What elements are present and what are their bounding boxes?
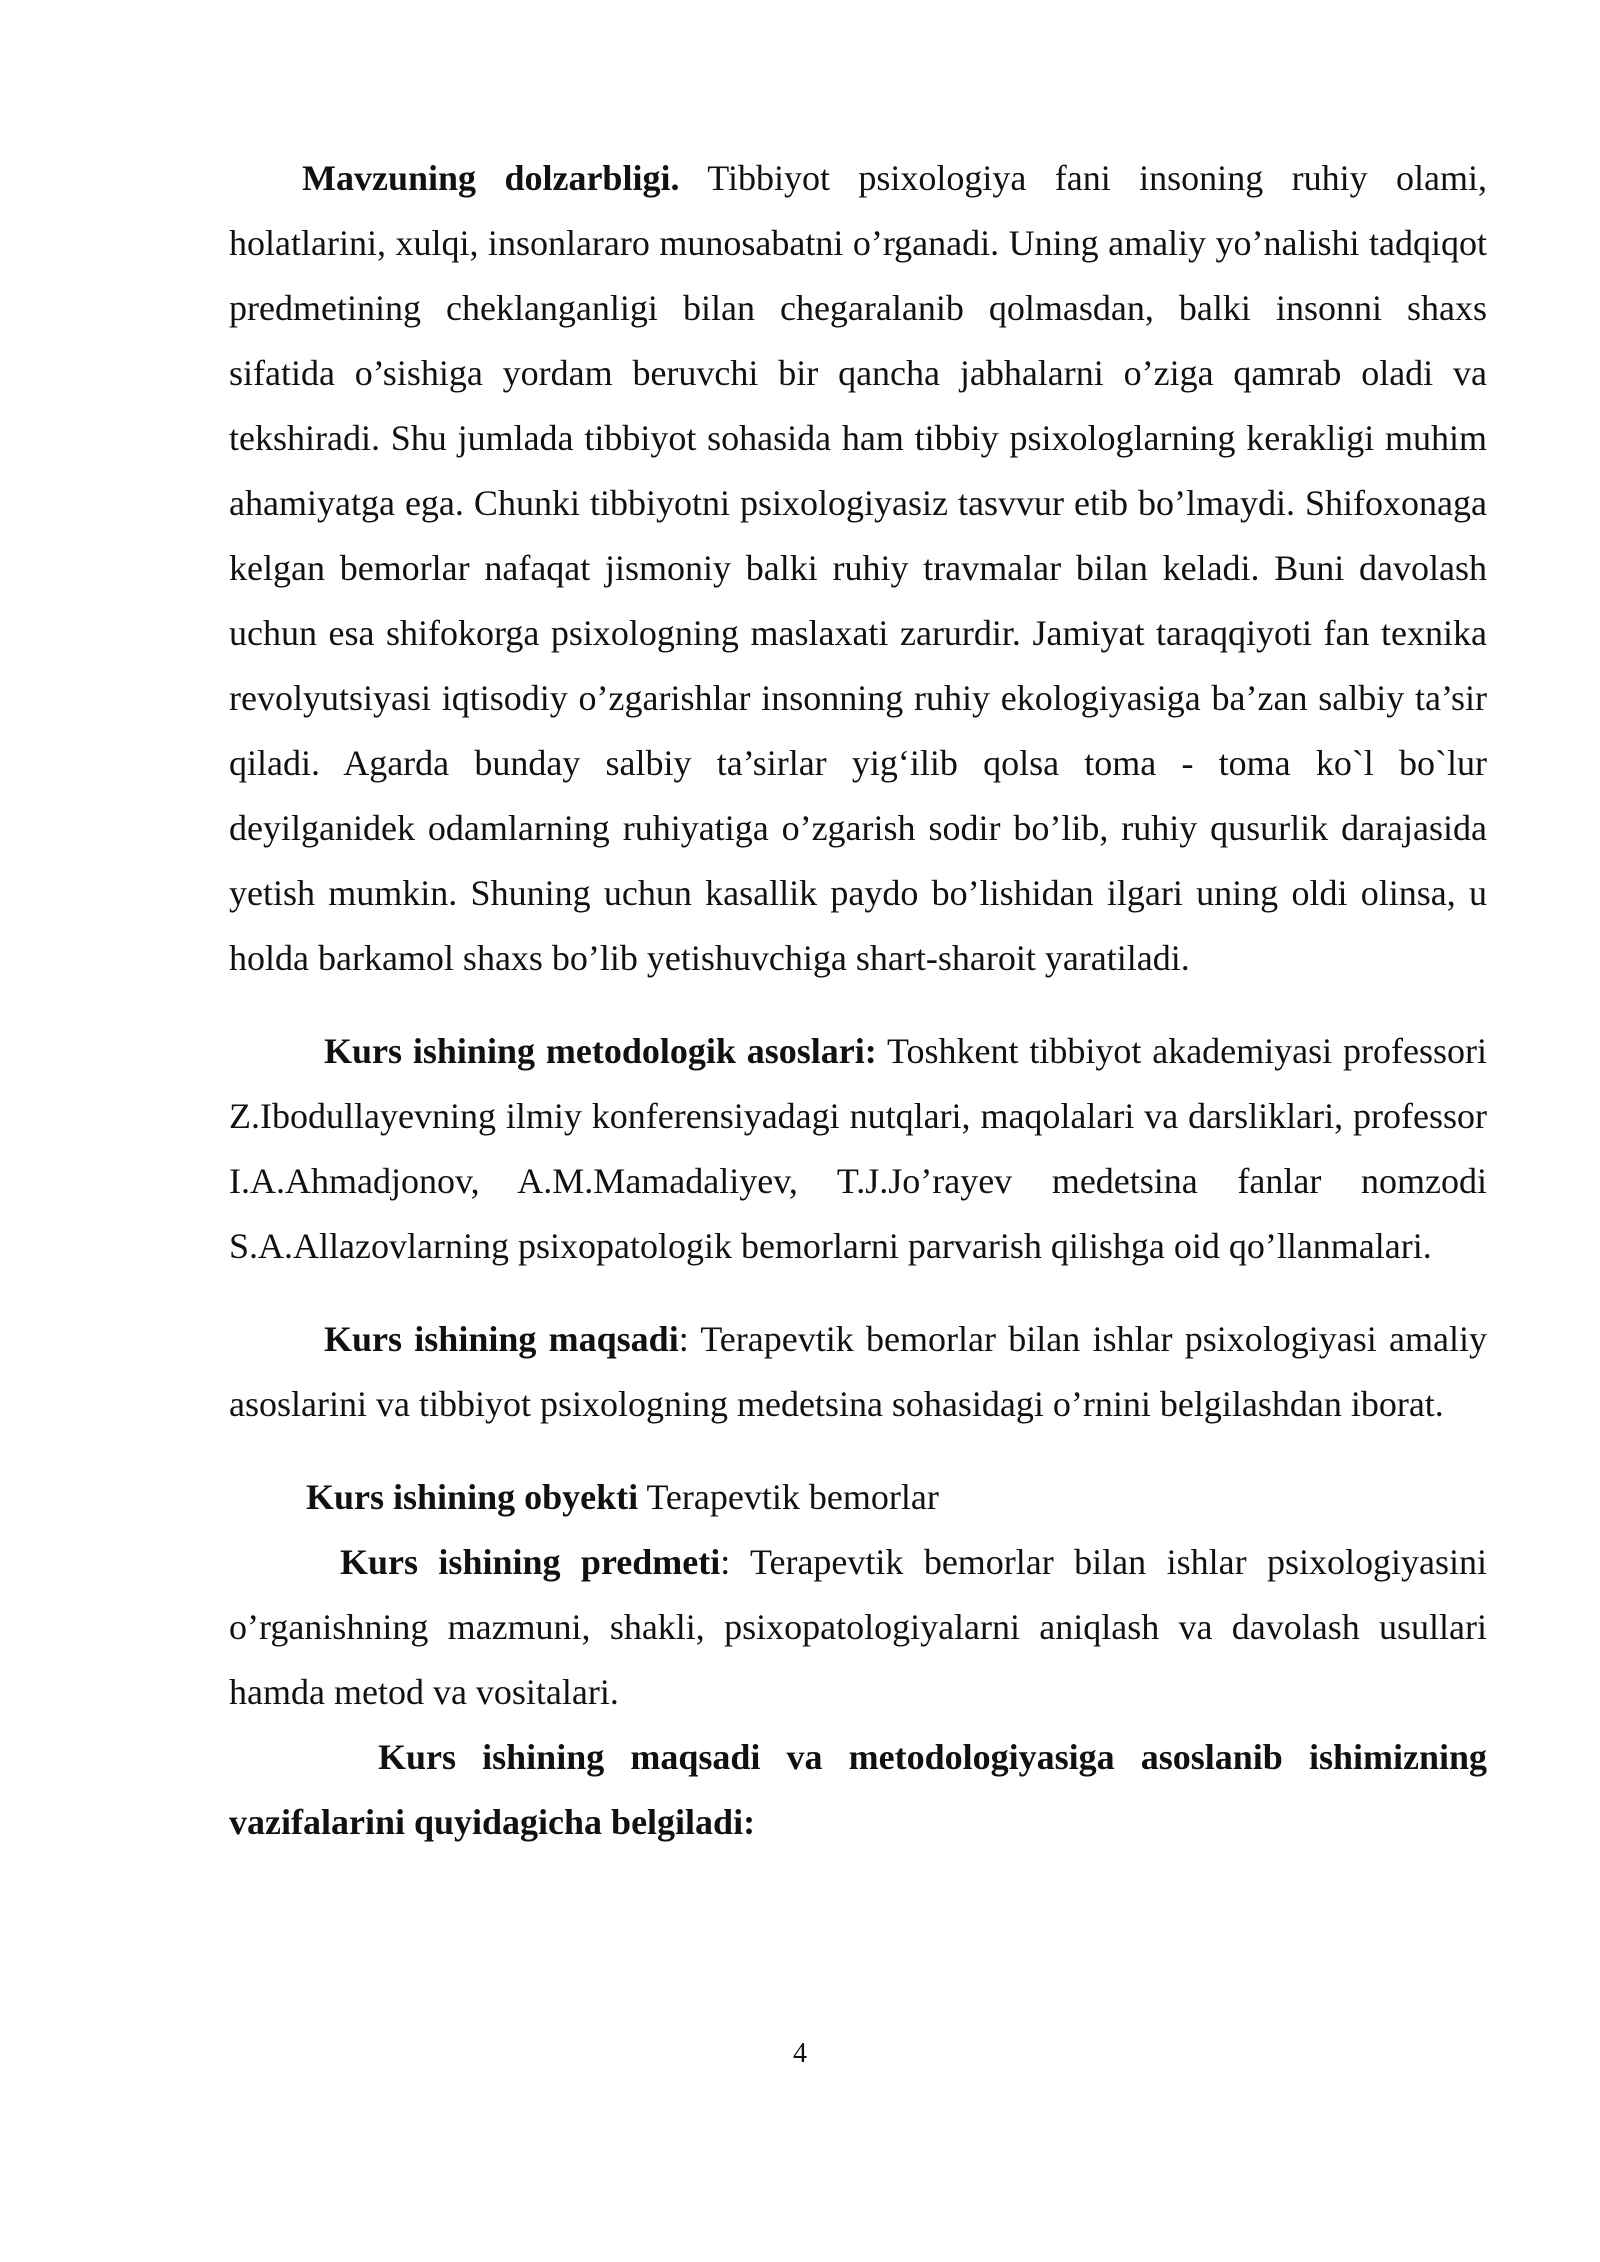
text-predmeti: : Terapevtik bemorlar bilan ishlar psixologiyasini o’rganishning mazmuni, shakli, psixopatologiyalarni aniqlash va davolash usullari hamda metod va vositalari. [229, 1542, 1487, 1712]
heading-metodologik: Kurs ishining metodologik asoslari: [324, 1031, 877, 1071]
text-maqsadi: : Terapevtik bemorlar bilan ishlar psixologiyasi amaliy asoslarini va tibbiyot psixologning medetsina sohasidagi o’rnini belgilashdan iborat. [229, 1319, 1488, 1424]
page-content [229, 146, 1487, 1855]
heading-obyekti: Kurs ishining obyekti [306, 1477, 639, 1517]
paragraph-dolzarbligi [229, 146, 1487, 991]
paragraph-obyekti [229, 1465, 1487, 1530]
heading-vazifalari: Kurs ishining maqsadi va metodologiyasiga asoslanib ishimizning vazifalarini quyidagicha belgiladi: [229, 1737, 1487, 1842]
paragraph-metodologik [229, 1019, 1487, 1279]
text-obyekti: Terapevtik bemorlar [638, 1477, 939, 1517]
text-dolzarbligi: Tibbiyot psixologiya fani insoning ruhiy olami, holatlarini, xulqi, insonlararo munosabatni o’rganadi. Uning amaliy yo’nalishi tadqiqot predmetining cheklanganligi bilan chegaralanib qolmasdan, balki insonni shaxs sifatida o’sishiga yordam beruvchi bir qancha jabhalarni o’ziga qamrab oladi va tekshiradi. Shu jumlada tibbiyot sohasida ham tibbiy psixologlarning kerakligi muhim ahamiyatga ega. Chunki tibbiyotni psixologiyasiz tasvvur etib bo’lmaydi. Shifoxonaga kelgan bemorlar nafaqat jismoniy balki ruhiy travmalar bilan keladi. Buni davolash uchun esa shifokorga psixologning maslaxati zarurdir. Jamiyat taraqqiyoti fan texnika revolyutsiyasi iqtisodiy o’zgarishlar insonning ruhiy ekologiyasiga ba’zan salbiy ta’sir qiladi. Agarda bunday salbiy ta’sirlar yig‘ilib qolsa toma - toma ko`l bo`lur deyilganidek odamlarning ruhiyatiga o’zgarish sodir bo’lib, ruhiy qusurlik darajasida yetish mumkin. Shuning uchun kasallik paydo bo’lishidan ilgari uning oldi olinsa, u holda barkamol shaxs bo’lib yetishuvchiga shart-sharoit yaratiladi. [229, 158, 1488, 978]
paragraph-maqsadi [229, 1307, 1487, 1437]
page-number: 4 [793, 2038, 807, 2069]
heading-maqsadi: Kurs ishining maqsadi [324, 1319, 679, 1359]
heading-predmeti: Kurs ishining predmeti [340, 1542, 721, 1582]
heading-dolzarbligi: Mavzuning dolzarbligi. [302, 158, 680, 198]
text-metodologik: Toshkent tibbiyot akademiyasi professori Z.Ibodullayevning ilmiy konferensiyadagi nutqlari, maqolalari va darsliklari, professor I.A.Ahmadjonov, A.M.Mamadaliyev, T.J.Jo’rayev medetsina fanlar nomzodi S.A.Allazovlarning psixopatologik bemorlarni parvarish qilishga oid qo’llanmalari. [229, 1031, 1488, 1266]
paragraph-predmeti [229, 1530, 1487, 1725]
paragraph-vazifalari [229, 1725, 1487, 1855]
